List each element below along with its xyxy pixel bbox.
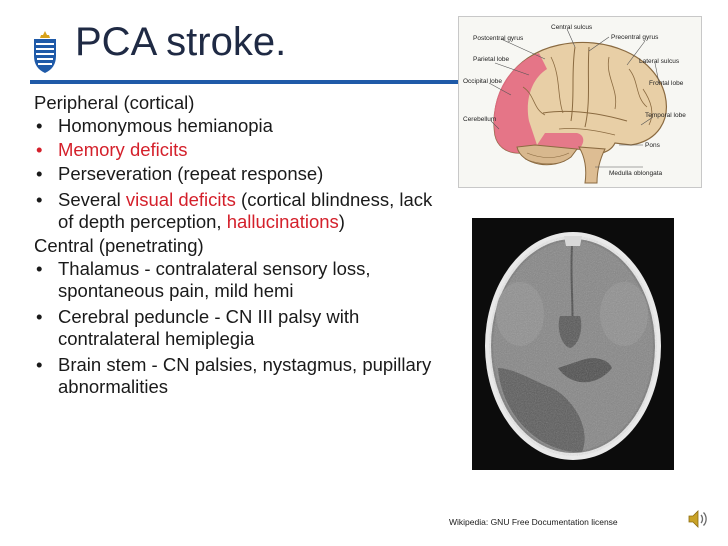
slide-content <box>34 92 434 400</box>
list-item: • Memory deficits <box>34 139 434 161</box>
label-parietal-lobe: Parietal lobe <box>473 56 510 63</box>
university-logo <box>30 30 60 74</box>
label-medulla: Medulla oblongata <box>609 170 663 177</box>
central-list <box>34 258 434 398</box>
label-occipital-lobe: Occipital lobe <box>463 78 503 85</box>
image-credit: Wikipedia: GNU Free Documentation license <box>449 517 618 527</box>
label-cerebellum: Cerebellum <box>463 116 497 123</box>
central-heading: Central (penetrating) <box>34 235 204 256</box>
brain-diagram <box>458 16 702 188</box>
speaker-icon[interactable] <box>687 509 709 529</box>
list-text: Several <box>58 189 126 210</box>
label-frontal-lobe: Frontal lobe <box>649 80 684 87</box>
label-lateral-sulcus: Lateral sulcus <box>639 58 680 65</box>
list-item: • Homonymous hemianopia <box>34 115 434 137</box>
label-postcentral-gyrus: Postcentral gyrus <box>473 35 524 42</box>
list-item <box>34 189 434 233</box>
list-text: (cortical blindness, lack of depth perception, <box>58 189 433 232</box>
slide-title: PCA stroke. <box>75 20 287 64</box>
peripheral-heading: Peripheral (cortical) <box>34 92 195 113</box>
highlight-text: hallucinations <box>226 211 339 232</box>
title-underline <box>30 80 470 84</box>
list-text: ) <box>338 211 345 232</box>
label-temporal-lobe: Temporal lobe <box>645 112 686 119</box>
peripheral-list <box>34 115 434 233</box>
brain-diagram-illustration <box>459 17 701 187</box>
list-item: • Brain stem - CN palsies, nystagmus, pupillary abnormalities <box>34 354 434 398</box>
list-item: • Perseveration (repeat response) <box>34 163 434 185</box>
list-item: • Cerebral peduncle - CN III palsy with contralateral hemiplegia <box>34 306 434 350</box>
list-item: • Thalamus - contralateral sensory loss, spontaneous pain, mild hemi <box>34 258 434 302</box>
ct-scan-illustration <box>472 218 674 470</box>
label-central-sulcus: Central sulcus <box>551 24 593 31</box>
highlight-text: visual deficits <box>125 189 236 210</box>
label-precentral-gyrus: Precentral gyrus <box>611 34 659 41</box>
label-pons: Pons <box>645 142 660 149</box>
ct-scan-image <box>472 218 674 470</box>
